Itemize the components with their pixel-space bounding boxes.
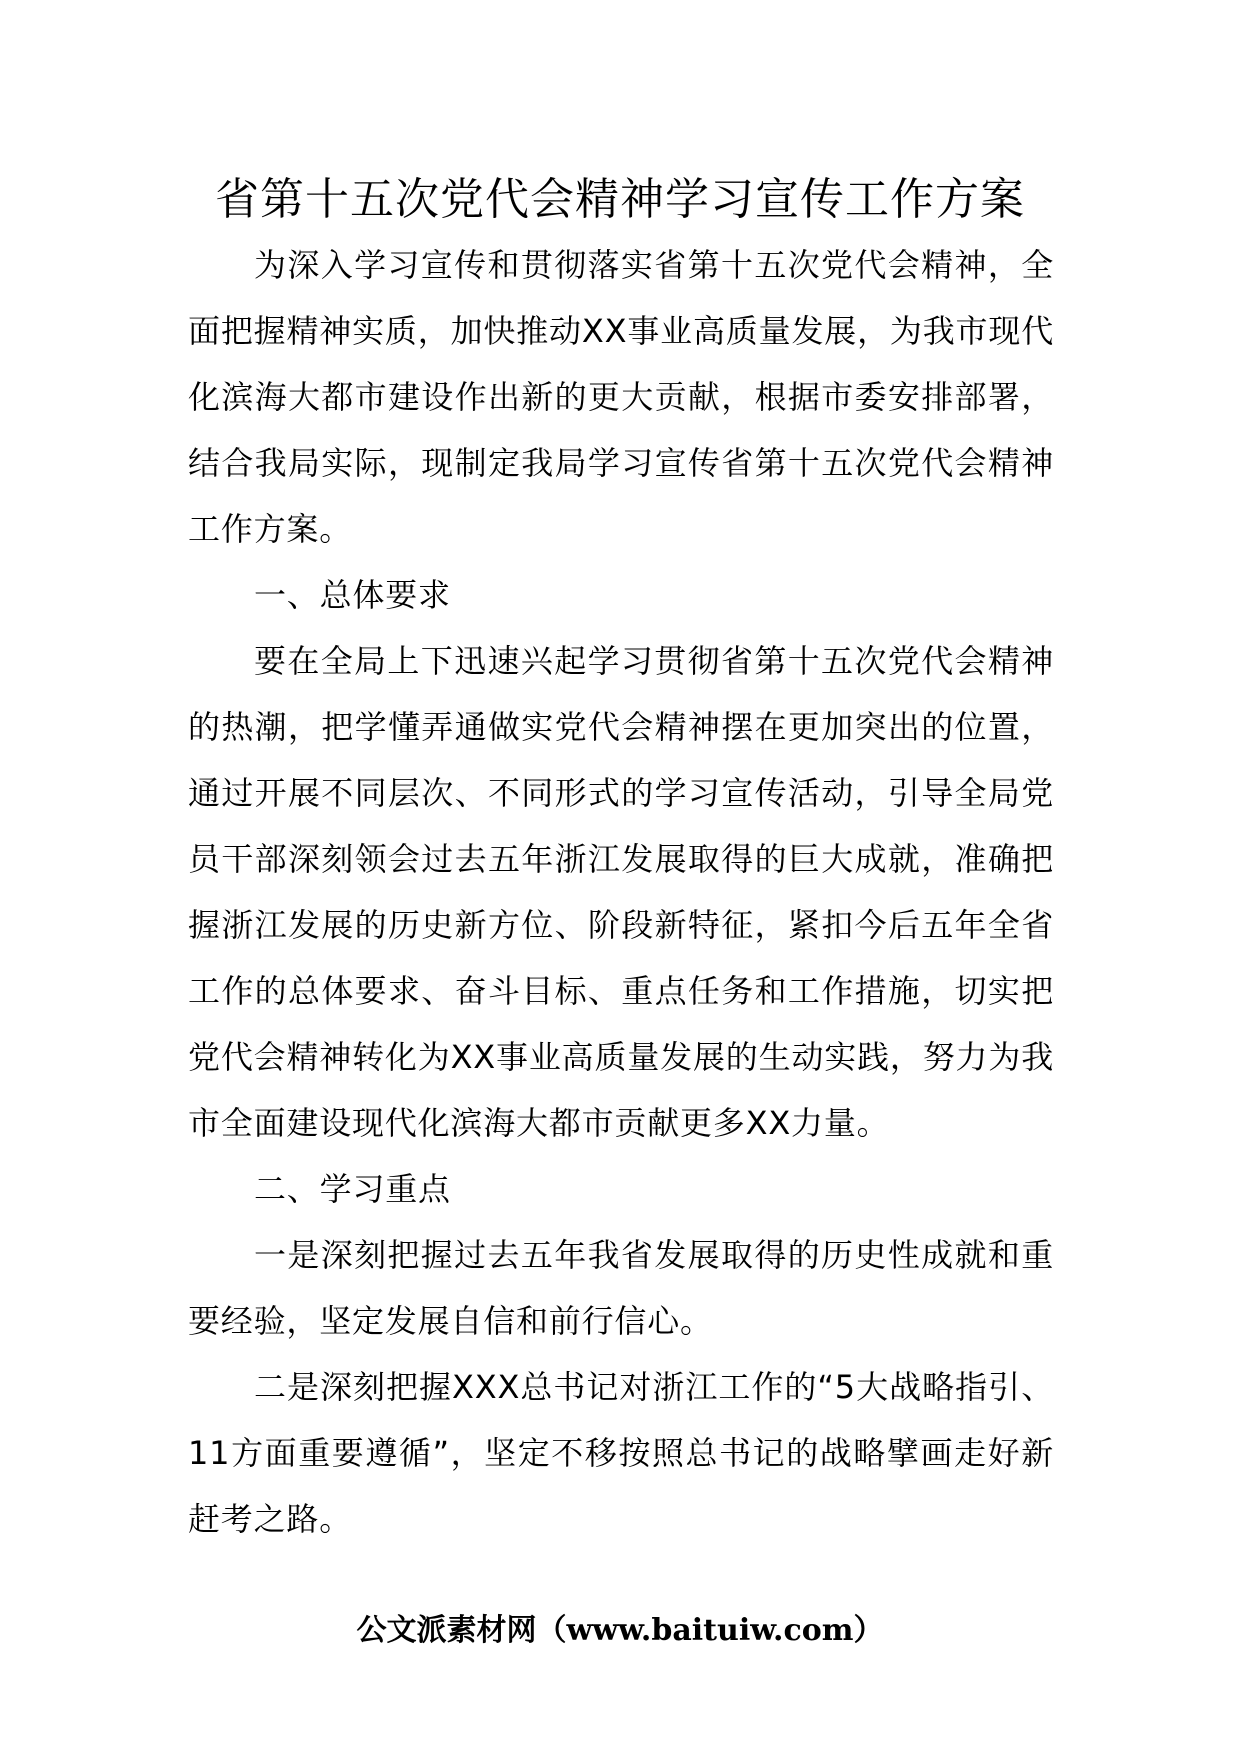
- document-body: [188, 232, 1054, 1552]
- section-heading-general-requirements: 一、总体要求: [254, 576, 451, 614]
- section-heading-study-focus: 二、学习重点: [254, 1170, 451, 1208]
- document-title: 省第十五次党代会精神学习宣传工作方案: [215, 174, 1025, 225]
- general-requirements-paragraph: 要在全局上下迅速兴起学习贯彻省第十五次党代会精神的热潮，把学懂弄通做实党代会精神摆在更加突出的位置，通过开展不同层次、不同形式的学习宣传活动，引导全局党员干部深刻领会过去五年浙江发展取得的巨大成就，准确把握浙江发展的历史新方位、阶段新特征，紧扣今后五年全省工作的总体要求、奋斗目标、重点任务和工作措施，切实把党代会精神转化为XX事业高质量发展的生动实践，努力为我市全面建设现代化滨海大都市贡献更多XX力量。: [188, 642, 1054, 1142]
- intro-paragraph: 为深入学习宣传和贯彻落实省第十五次党代会精神，全面把握精神实质，加快推动XX事业高质量发展，为我市现代化滨海大都市建设作出新的更大贡献，根据市委安排部署，结合我局实际，现制定我局学习宣传省第十五次党代会精神工作方案。: [188, 246, 1054, 548]
- source-footer: 公文派素材网（www.baituiw.com）: [356, 1613, 884, 1648]
- study-focus-item-2: 二是深刻把握XXX总书记对浙江工作的“5大战略指引、11方面重要遵循”，坚定不移按照总书记的战略擘画走好新赶考之路。: [188, 1368, 1054, 1538]
- study-focus-item-1: 一是深刻把握过去五年我省发展取得的历史性成就和重要经验，坚定发展自信和前行信心。: [188, 1236, 1054, 1340]
